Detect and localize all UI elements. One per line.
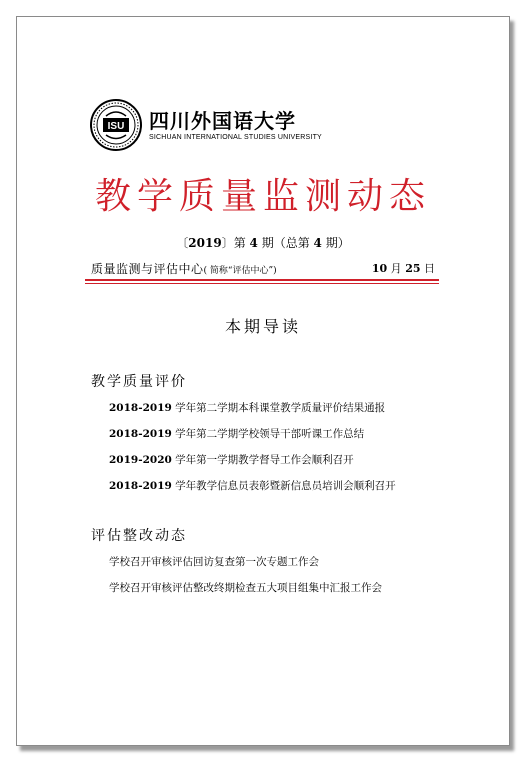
date-day: 25 — [405, 262, 421, 275]
date-month: 10 — [371, 262, 388, 275]
section-heading: 评估整改动态 — [91, 528, 187, 544]
list-item: 2018-2019 学年教学信息员表彰暨新信息员培训会顺利召开 — [109, 480, 396, 492]
list-item: 2018-2019 学年第二学期本科课堂教学质量评价结果通报 — [109, 402, 386, 414]
svg-text:ISU: ISU — [107, 121, 125, 132]
issue-year: 2019 — [188, 236, 222, 250]
issue-no: 4 — [249, 236, 258, 250]
section-heading: 教学质量评价 — [91, 374, 187, 390]
header-rule-thick — [85, 279, 439, 281]
document-page — [16, 16, 510, 746]
university-name-en: SICHUAN INTERNATIONAL STUDIES UNIVERSITY — [149, 133, 322, 141]
list-item: 学校召开审核评估回访复查第一次专题工作会 — [109, 556, 319, 568]
header-rule-thin — [85, 283, 439, 284]
university-logo — [89, 97, 322, 153]
issue-number: 〔2019〕第 4 期（总第 4 期） — [176, 236, 350, 250]
publication-title: 教学质量监测动态 — [94, 176, 431, 217]
list-item: 2019-2020 学年第一学期教学督导工作会顺利召开 — [109, 454, 354, 466]
university-name-cn: 四川外国语大学 — [149, 108, 296, 133]
university-seal-icon — [89, 98, 143, 152]
list-item: 2018-2019 学年第二学期学校领导干部听课工作总结 — [109, 428, 365, 440]
guide-heading: 本期导读 — [224, 317, 301, 336]
list-item: 学校召开审核评估整改终期检查五大项目组集中汇报工作会 — [109, 582, 382, 594]
issue-total-no: 4 — [313, 236, 322, 250]
publisher-line — [91, 261, 437, 279]
publisher-name: 质量监测与评估中心 — [91, 262, 204, 276]
logo-text — [149, 110, 322, 141]
publisher-abbreviation: ( 简称“评估中心”) — [203, 266, 277, 276]
publish-date: 10 月 25 日 — [371, 262, 435, 275]
